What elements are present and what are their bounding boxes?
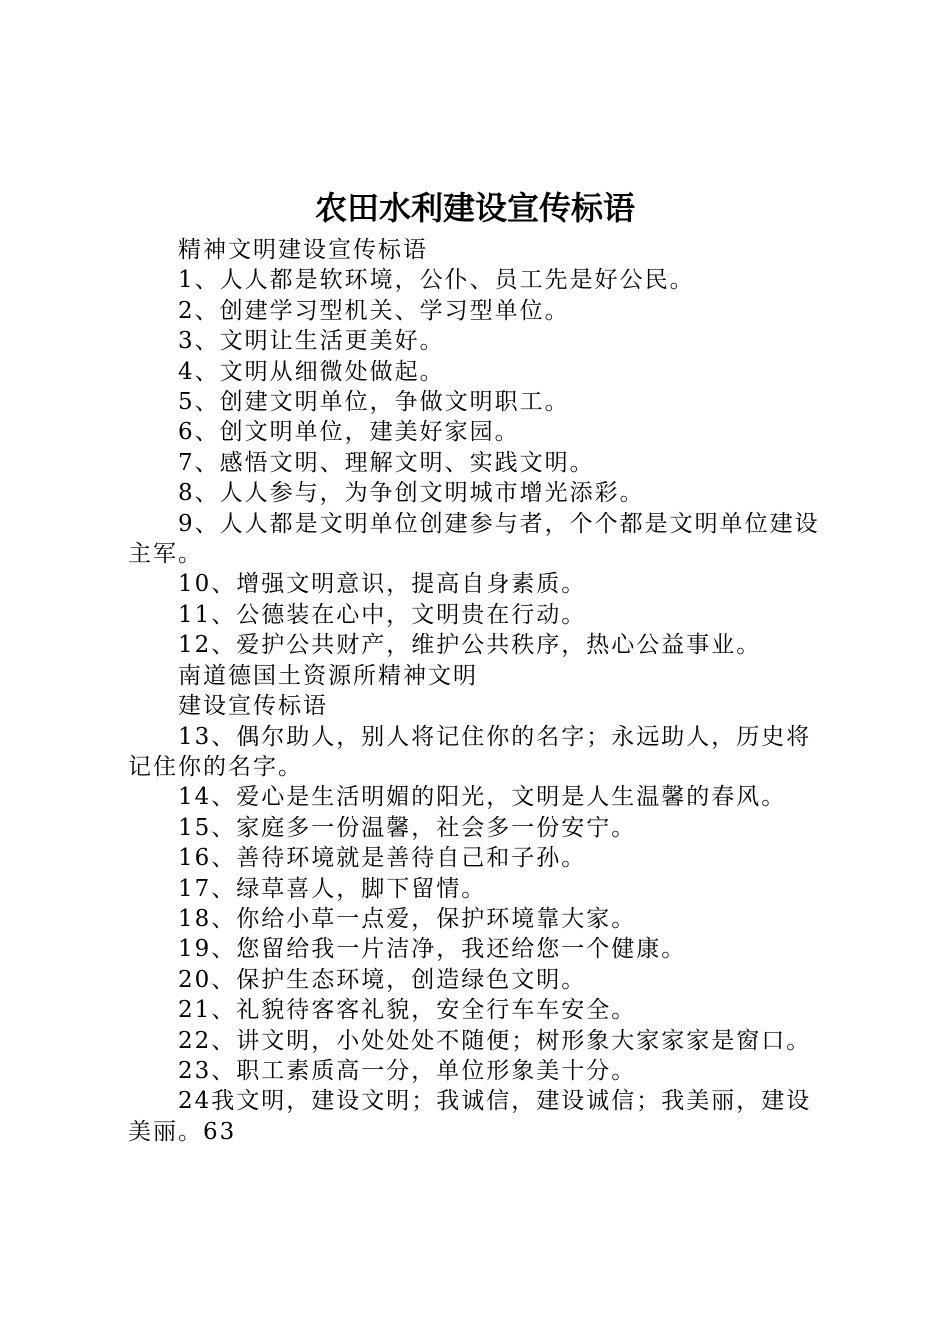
paragraph: 17、绿草喜人，脚下留情。 [178, 875, 487, 902]
paragraph: 建设宣传标语 [178, 693, 328, 720]
paragraph: 2、创建学习型机关、学习型单位。 [178, 297, 570, 324]
paragraph: 22、讲文明，小处处处不随便；树形象大家家家是窗口。 [178, 1027, 812, 1054]
paragraph: 1、人人都是软环境，公仆、员工先是好公民。 [178, 267, 695, 294]
paragraph: 12、爱护公共财产，维护公共秩序，热心公益事业。 [178, 632, 762, 659]
paragraph: 8、人人参与，为争创文明城市增光添彩。 [178, 480, 645, 507]
paragraph: 精神文明建设宣传标语 [178, 237, 428, 263]
document-title: 农田水利建设宣传标语 [314, 189, 635, 227]
paragraph: 6、创文明单位，建美好家园。 [178, 419, 520, 446]
paragraph: 5、创建文明单位，争做文明职工。 [178, 389, 570, 416]
paragraph: 11、公德装在心中，文明贵在行动。 [178, 601, 587, 628]
paragraph: 9、人人都是文明单位创建参与者，个个都是文明单位建设主军。 [128, 510, 820, 568]
paragraph: 3、文明让生活更美好。 [178, 328, 445, 355]
paragraph: 10、增强文明意识，提高自身素质。 [178, 571, 587, 598]
paragraph: 7、感悟文明、理解文明、实践文明。 [178, 449, 595, 476]
paragraph: 21、礼貌待客客礼貌，安全行车车安全。 [178, 997, 637, 1024]
paragraph: 14、爱心是生活明媚的阳光，文明是人生温馨的春风。 [178, 784, 787, 811]
paragraph: 13、偶尔助人，别人将记住你的名字；永远助人，历史将记住你的名字。 [128, 723, 812, 780]
paragraph: 20、保护生态环境，创造绿色文明。 [178, 966, 587, 993]
paragraph: 4、文明从细微处做起。 [178, 358, 445, 385]
paragraph: 24我文明，建设文明；我诚信，建设诚信；我美丽，建设美丽。63 [128, 1088, 812, 1145]
document-body [128, 235, 833, 1147]
paragraph: 18、你给小草一点爱，保护环境靠大家。 [178, 905, 637, 932]
paragraph: 南道德国土资源所精神文明 [178, 662, 478, 689]
paragraph: 19、您留给我一片洁净，我还给您一个健康。 [178, 936, 687, 963]
paragraph: 15、家庭多一份温馨，社会多一份安宁。 [178, 814, 637, 841]
paragraph: 16、善待环境就是善待自己和子孙。 [178, 845, 587, 872]
paragraph: 23、职工素质高一分，单位形象美十分。 [178, 1057, 637, 1084]
